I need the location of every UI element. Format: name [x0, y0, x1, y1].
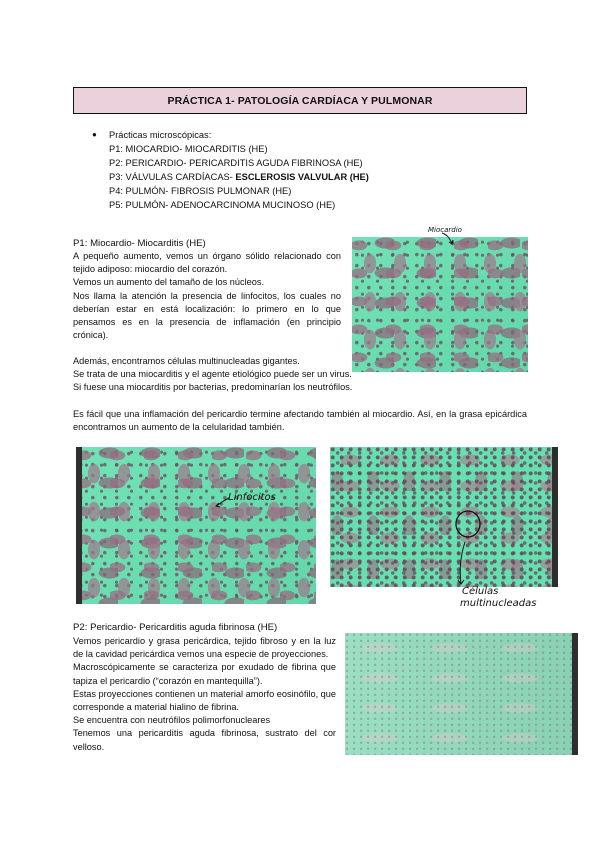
arrow-icon — [440, 231, 460, 247]
p1-text-block — [73, 250, 341, 342]
p1-heading: P1: Miocardio- Miocarditis (HE) — [73, 238, 206, 249]
p1-paragraph: Nos llama la atención la presencia de linfocitos, los cuales no deberían estar en está localización: lo primero en lo que pensamos es en la presencia de inflamación (en principio crónica). — [73, 290, 341, 341]
p2-paragraph: Tenemos una pericarditis aguda fibrinosa, sustrato del cor velloso. — [73, 728, 336, 752]
micrograph-pericarditis — [345, 633, 578, 755]
label-celulas: Células — [462, 586, 499, 597]
photo-edge — [552, 447, 558, 587]
p1-paragraph: Si fuese una miocarditis por bacterias, predominarían los neutrófilos. — [73, 382, 353, 393]
p2-paragraph: Macroscópicamente se caracteriza por exudado de fibrina que tapiza el pericardio (“corazón en mantequilla”). — [73, 662, 336, 686]
practica-item-p3: P3: VÁLVULAS CARDÍACAS- ESCLEROSIS VALVULAR (HE) — [109, 172, 369, 182]
p2-paragraph: Se encuentra con neutrófilos polimorfonucleares — [73, 715, 271, 726]
practicas-intro: Prácticas microscópicas: — [109, 130, 212, 140]
practica-item-p1: P1: MIOCARDIO- MIOCARDITIS (HE) — [109, 144, 268, 154]
page-title: PRÁCTICA 1- PATOLOGÍA CARDÍACA Y PULMONAR — [73, 87, 527, 114]
arrow-icon — [212, 494, 232, 510]
practica-item-p2: P2: PERICARDIO- PERICARDITIS AGUDA FIBRINOSA (HE) — [109, 158, 363, 168]
p2-paragraph: Estas proyecciones contienen un material amorfo eosinófilo, que corresponde a material hialino de fibrina. — [73, 688, 337, 713]
p1-paragraph: A pequeño aumento, vemos un órgano sólido relacionado con tejido adiposo: miocardio del corazón. — [73, 251, 341, 275]
p1-paragraph: Se trata de una miocarditis y el agente etiológico puede ser un virus. — [73, 369, 352, 380]
label-linfocitos: Linfocitos — [228, 492, 276, 503]
micrograph-linfocitos — [76, 447, 316, 604]
p2-heading: P2: Pericardio- Pericarditis aguda fibrinosa (HE) — [73, 622, 278, 633]
p2-text-block — [73, 635, 336, 754]
arrow-icon — [455, 540, 475, 590]
label-miocardio: Miocardio — [428, 226, 462, 234]
p2-paragraph: Vemos pericardio y grasa pericárdica, tejido fibroso y en la luz de la cavidad pericárdica vemos una especie de proyecciones. — [73, 636, 336, 660]
p1-paragraph: Es fácil que una inflamación del pericardio termine afectando también al miocardio. Así, en la grasa epicárdica encontramos un aumento de la celularidad también. — [73, 409, 527, 433]
micrograph-miocardio — [352, 237, 528, 372]
p1-paragraph: Además, encontramos células multinucleadas gigantes. — [73, 356, 300, 366]
label-multinucleadas: multinucleadas — [460, 598, 537, 609]
p1-paragraph: Vemos un aumento del tamaño de los núcleos. — [73, 277, 265, 288]
micrograph-celulas-multinucleadas — [330, 447, 558, 587]
practica-item-p3-bold: ESCLEROSIS VALVULAR (HE) — [235, 172, 369, 182]
photo-edge — [76, 447, 82, 604]
p1-text-block-3 — [73, 408, 527, 434]
photo-edge — [572, 633, 578, 755]
highlight-circle-icon — [452, 508, 486, 542]
practica-item-p4: P4: PULMÓN- FIBROSIS PULMONAR (HE) — [109, 186, 292, 196]
bullet-icon: ● — [92, 130, 97, 139]
practica-item-p5: P5: PULMÓN- ADENOCARCINOMA MUCINOSO (HE) — [109, 200, 336, 210]
